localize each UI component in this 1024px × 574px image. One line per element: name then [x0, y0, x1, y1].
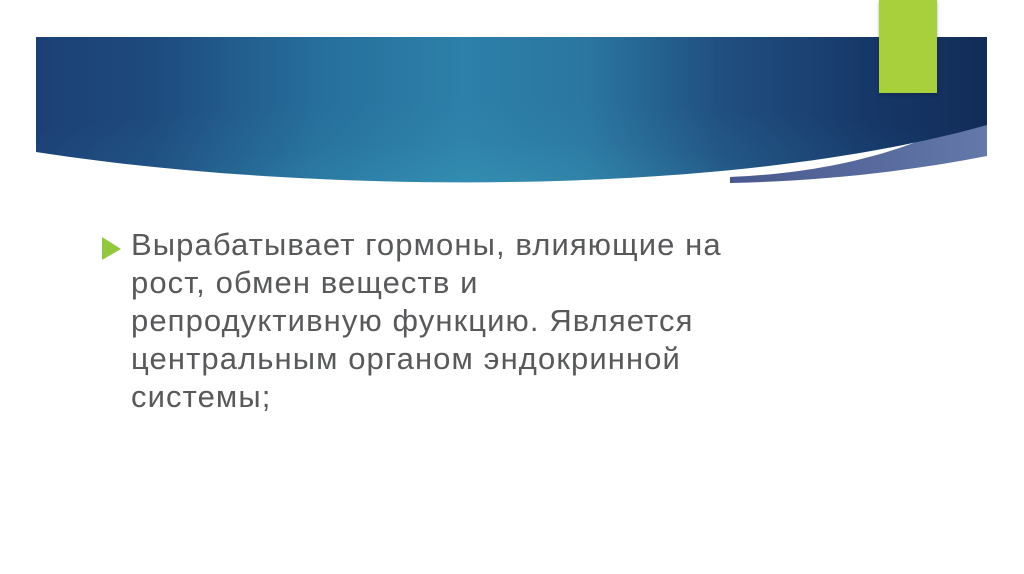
bullet-line: центральным органом эндокринной [131, 341, 681, 376]
bullet-line: системы; [131, 379, 272, 414]
bullet-arrow-icon [102, 237, 121, 260]
bullet-line: репродуктивную функцию. Является [131, 303, 694, 338]
bullet-line: рост, обмен веществ и [131, 265, 479, 300]
bullet-text [131, 226, 722, 416]
bullet-line: Вырабатывает гормоны, влияющие на [131, 227, 722, 262]
